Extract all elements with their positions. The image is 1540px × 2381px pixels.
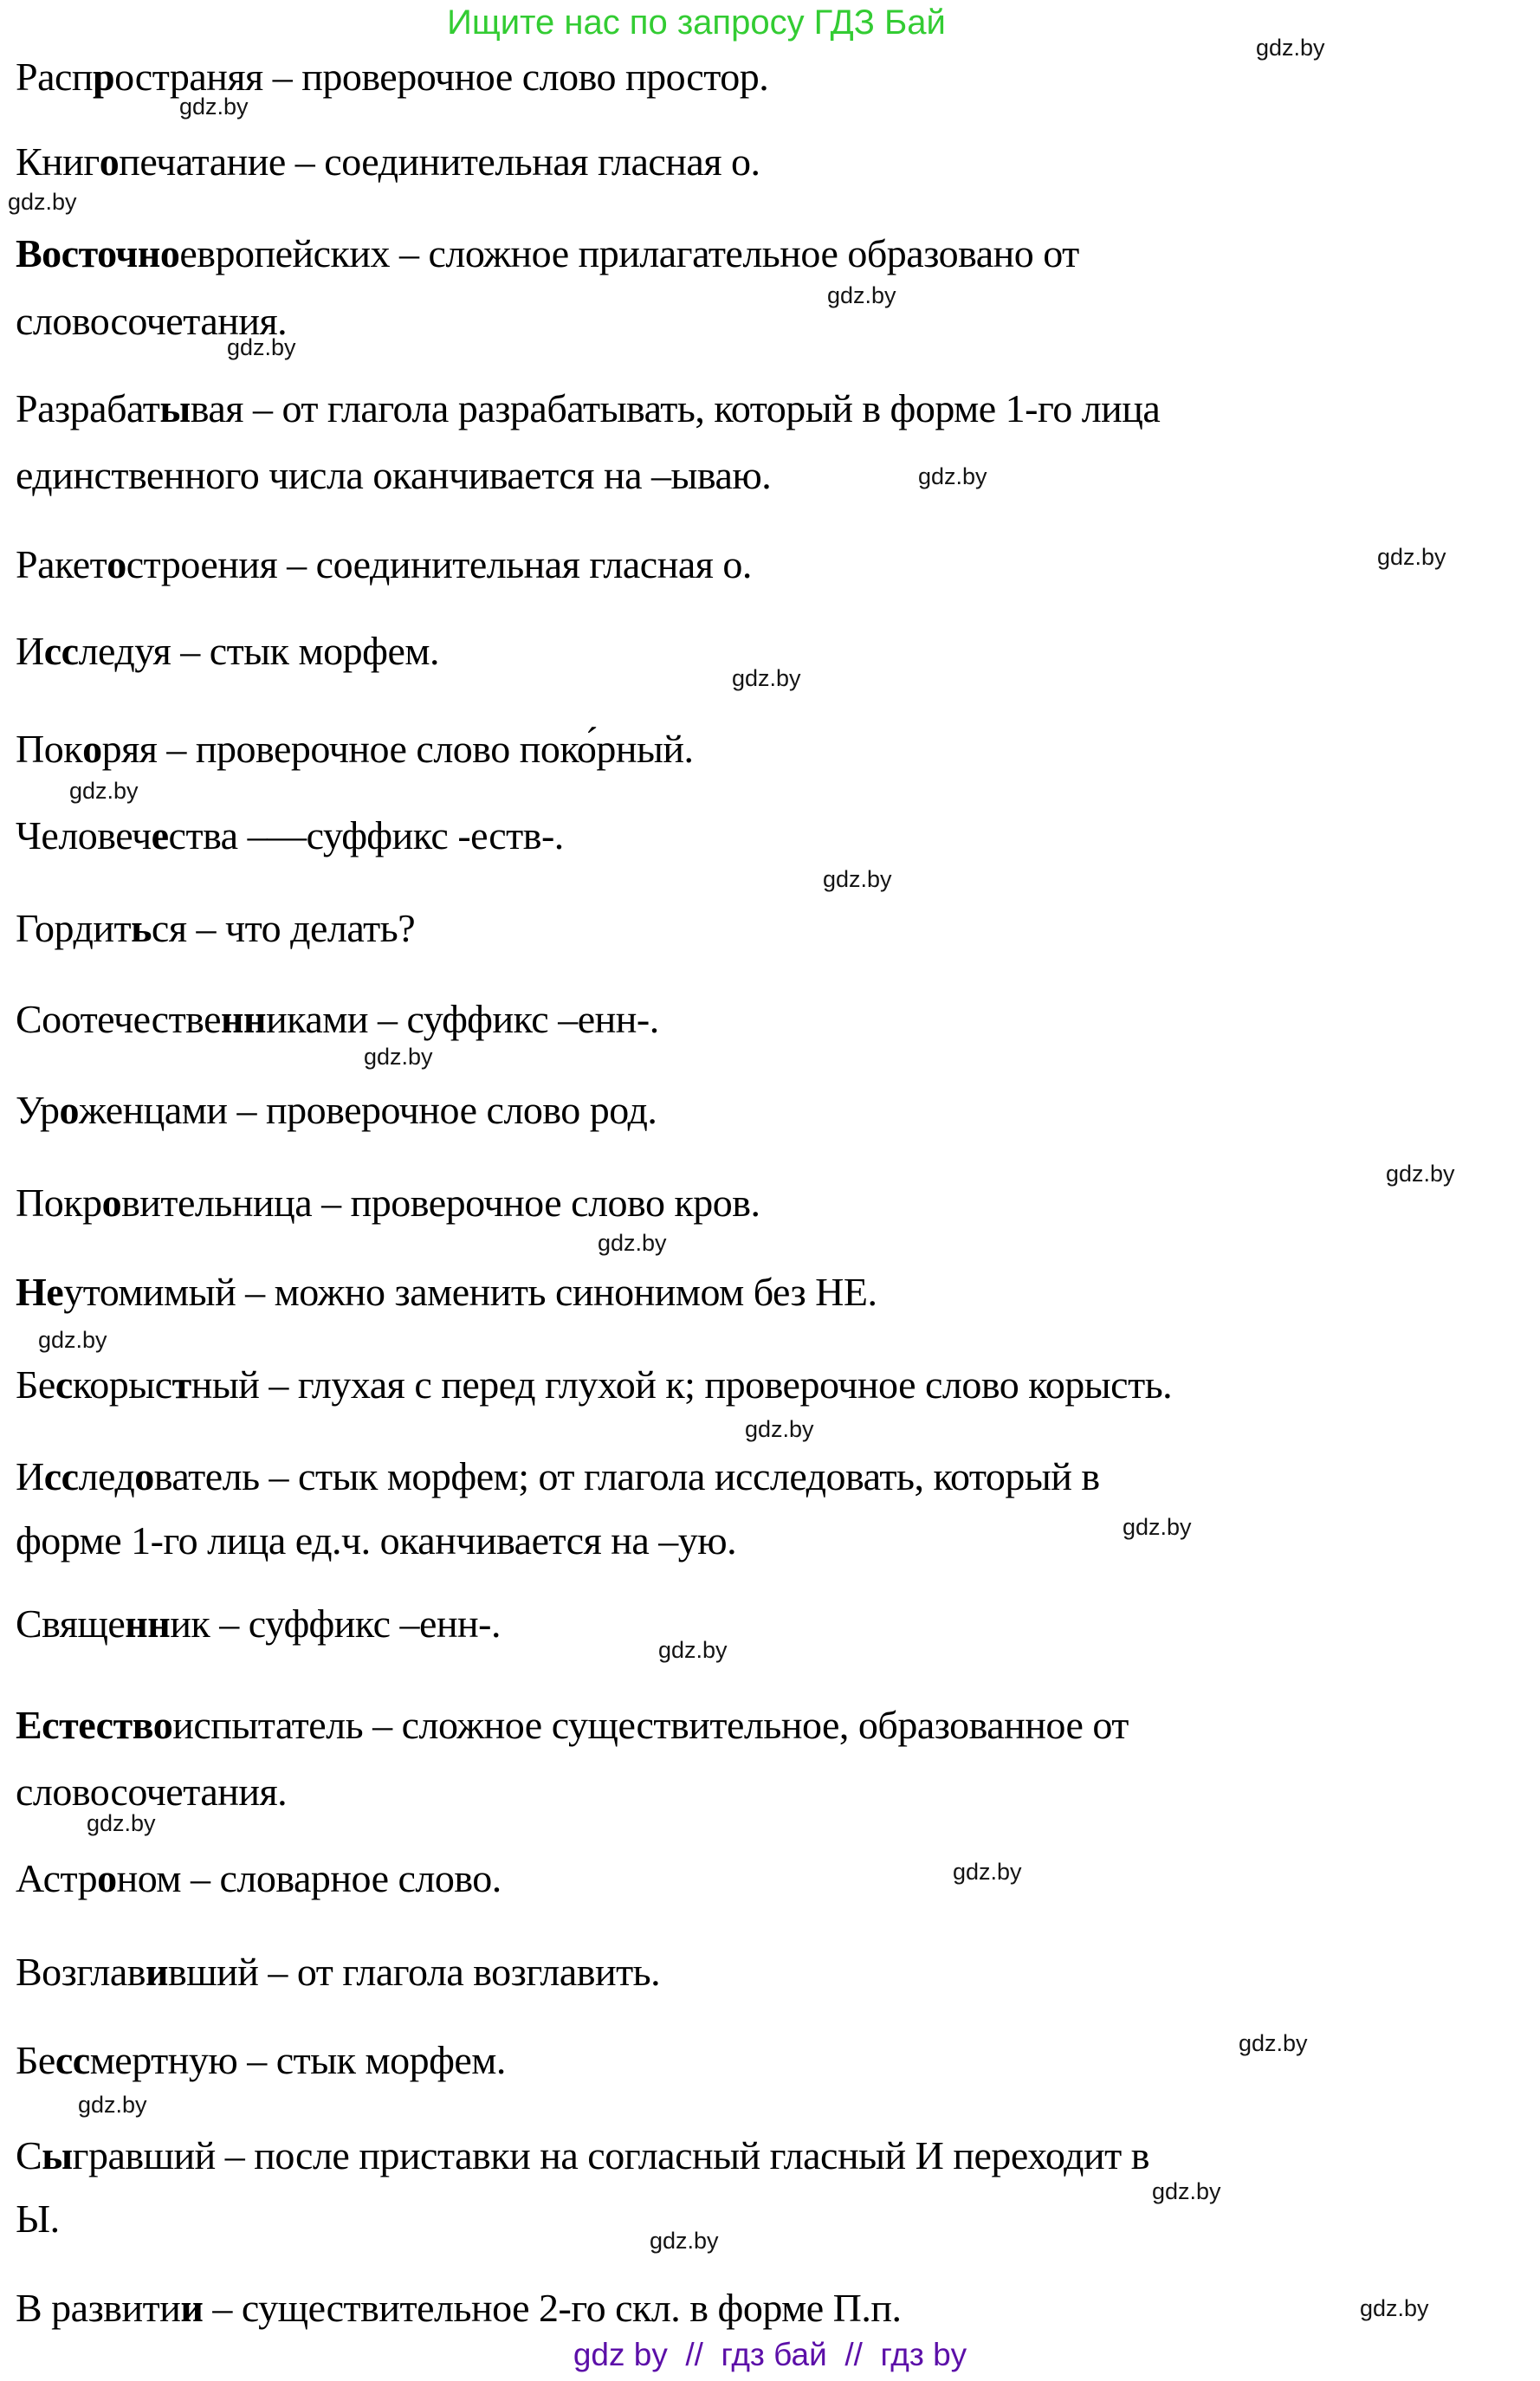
answer-line: Распространяя – проверочное слово простор. bbox=[16, 55, 769, 99]
answer-line: форме 1-го лица ед.ч. оканчивается на –ую. bbox=[16, 1518, 737, 1563]
gdz-watermark: gdz.by bbox=[1377, 544, 1446, 570]
gdz-watermark: gdz.by bbox=[827, 282, 896, 308]
gdz-watermark: gdz.by bbox=[732, 665, 801, 691]
gdz-watermark: gdz.by bbox=[745, 1416, 814, 1442]
answer-line: Книгопечатание – соединительная гласная о. bbox=[16, 139, 760, 184]
gdz-watermark: gdz.by bbox=[1152, 2178, 1221, 2204]
gdz-watermark: gdz.by bbox=[38, 1327, 107, 1353]
answer-line: Гордиться – что делать? bbox=[16, 906, 416, 950]
answer-line: Астроном – словарное слово. bbox=[16, 1856, 501, 1900]
gdz-watermark: gdz.by bbox=[953, 1859, 1022, 1885]
gdz-watermark: gdz.by bbox=[1123, 1514, 1192, 1540]
answer-line: В развитии – существительное 2-го скл. в форме П.п. bbox=[16, 2286, 902, 2330]
answer-line: Сыгравший – после приставки на согласный гласный И переходит в bbox=[16, 2133, 1149, 2177]
gdz-watermark: gdz.by bbox=[598, 1230, 667, 1256]
answer-line: Неутомимый – можно заменить синонимом без НЕ. bbox=[16, 1270, 877, 1314]
answer-line: Священник – суффикс –енн-. bbox=[16, 1601, 501, 1646]
answer-line: Ракетостроения – соединительная гласная о. bbox=[16, 542, 752, 586]
gdz-watermark: gdz.by bbox=[78, 2092, 147, 2118]
answer-line: словосочетания. bbox=[16, 299, 288, 343]
answer-line: Исследуя – стык морфем. bbox=[16, 629, 439, 673]
gdz-watermark: gdz.by bbox=[1256, 35, 1325, 61]
gdz-watermark: gdz.by bbox=[918, 463, 987, 489]
answer-line: Покоряя – проверочное слово поко́рный. bbox=[16, 727, 694, 771]
header-banner: Ищите нас по запросу ГДЗ Бай bbox=[447, 3, 946, 42]
gdz-watermark: gdz.by bbox=[1360, 2295, 1429, 2321]
answer-line: Естествоиспытатель – сложное существительное, образованное от bbox=[16, 1703, 1129, 1747]
answer-line: Разрабатывая – от глагола разрабатывать, который в форме 1-го лица bbox=[16, 386, 1161, 430]
footer-banner: gdz by // гдз бай // гдз by bbox=[573, 2337, 967, 2372]
gdz-watermark: gdz.by bbox=[823, 866, 892, 892]
answer-line: Соотечественниками – суффикс –енн-. bbox=[16, 997, 659, 1041]
gdz-watermark: gdz.by bbox=[227, 334, 296, 360]
gdz-watermark: gdz.by bbox=[179, 94, 249, 120]
answer-line: Возглавивший – от глагола возглавить. bbox=[16, 1950, 661, 1994]
answer-line: Покровительница – проверочное слово кров. bbox=[16, 1181, 760, 1225]
answer-line: Бессмертную – стык морфем. bbox=[16, 2038, 506, 2082]
answer-line: единственного числа оканчивается на –ываю. bbox=[16, 453, 772, 497]
gdz-watermark: gdz.by bbox=[8, 189, 77, 215]
answer-line: Человечества –—суффикс -еств-. bbox=[16, 813, 564, 857]
answer-line: Исследователь – стык морфем; от глагола исследовать, который в bbox=[16, 1454, 1100, 1498]
gdz-watermark: gdz.by bbox=[1239, 2030, 1308, 2056]
answer-line: Восточноевропейских – сложное прилагательное образовано от bbox=[16, 231, 1079, 275]
gdz-watermark: gdz.by bbox=[69, 778, 139, 804]
answer-line: Бескорыстный – глухая с перед глухой к; проверочное слово корысть. bbox=[16, 1362, 1173, 1407]
gdz-watermark: gdz.by bbox=[650, 2228, 719, 2254]
answer-line: Уроженцами – проверочное слово род. bbox=[16, 1088, 657, 1132]
gdz-watermark: gdz.by bbox=[364, 1044, 433, 1070]
gdz-watermark: gdz.by bbox=[1386, 1161, 1455, 1187]
answer-line: Ы. bbox=[16, 2197, 60, 2241]
answer-line: словосочетания. bbox=[16, 1770, 288, 1814]
gdz-watermark: gdz.by bbox=[87, 1810, 156, 1836]
gdz-watermark: gdz.by bbox=[658, 1637, 728, 1663]
